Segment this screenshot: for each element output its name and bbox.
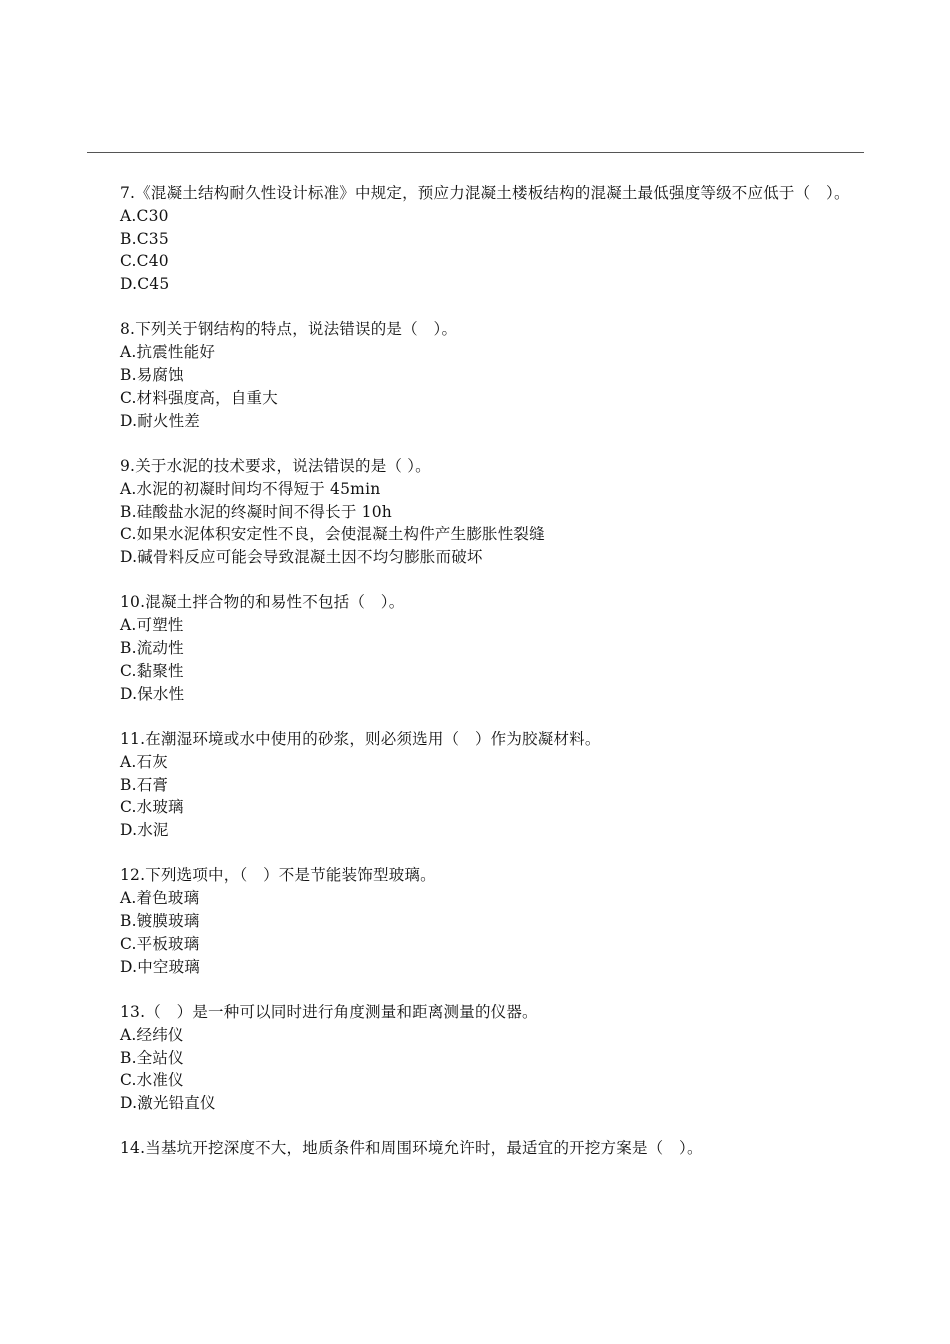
question-7	[87, 182, 864, 296]
option-list	[87, 341, 864, 432]
option-c: C.水准仪	[120, 1071, 184, 1090]
header-divider	[87, 152, 864, 153]
question-9	[87, 455, 864, 569]
option-a: A.抗震性能好	[120, 343, 216, 362]
option-d: D.C45	[120, 275, 170, 294]
option-d: D.中空玻璃	[120, 957, 201, 976]
question-12	[87, 864, 864, 978]
question-14	[87, 1137, 864, 1160]
option-list	[87, 751, 864, 842]
option-a: A.水泥的初凝时间均不得短于 45min	[120, 479, 381, 498]
option-a: A.经纬仪	[120, 1025, 184, 1044]
option-a: A.石灰	[120, 752, 168, 771]
question-11	[87, 728, 864, 842]
question-8	[87, 318, 864, 432]
option-b: B.石膏	[120, 775, 169, 794]
question-text: 9.关于水泥的技术要求，说法错误的是（ ）。	[120, 456, 431, 475]
option-b: B.全站仪	[120, 1048, 184, 1067]
option-d: D.水泥	[120, 821, 169, 840]
option-list	[87, 478, 864, 569]
option-a: A.可塑性	[120, 616, 184, 635]
question-text: 7.《混凝土结构耐久性设计标准》中规定，预应力混凝土楼板结构的混凝土最低强度等级不应低于（ ）。	[120, 184, 850, 202]
question-text: 14.当基坑开挖深度不大，地质条件和周围环境允许时，最适宜的开挖方案是（ ）。	[120, 1139, 703, 1158]
question-text: 12.下列选项中，（ ）不是节能装饰型玻璃。	[120, 866, 436, 885]
option-b: B.C35	[120, 229, 169, 248]
option-a: A.着色玻璃	[120, 889, 200, 908]
question-text: 11.在潮湿环境或水中使用的砂浆，则必须选用（ ）作为胶凝材料。	[120, 729, 601, 748]
option-b: B.易腐蚀	[120, 366, 184, 385]
question-text: 10.混凝土拌合物的和易性不包括（ ）。	[120, 593, 405, 612]
option-list	[87, 205, 864, 296]
question-text: 8.下列关于钢结构的特点，说法错误的是（ ）。	[120, 320, 458, 339]
option-list	[87, 887, 864, 978]
option-c: C.如果水泥体积安定性不良，会使混凝土构件产生膨胀性裂缝	[120, 525, 545, 544]
option-list	[87, 614, 864, 705]
option-c: C.C40	[120, 252, 169, 271]
option-c: C.黏聚性	[120, 661, 184, 680]
option-d: D.耐火性差	[120, 411, 201, 430]
option-list	[87, 1024, 864, 1115]
option-c: C.材料强度高，自重大	[120, 388, 278, 407]
option-c: C.平板玻璃	[120, 934, 200, 953]
option-c: C.水玻璃	[120, 798, 184, 817]
question-list	[87, 182, 864, 1183]
question-13	[87, 1001, 864, 1115]
option-d: D.保水性	[120, 684, 185, 703]
question-text: 13.（ ）是一种可以同时进行角度测量和距离测量的仪器。	[120, 1002, 538, 1021]
option-b: B.硅酸盐水泥的终凝时间不得长于 10h	[120, 502, 392, 521]
option-d: D.激光铅直仪	[120, 1094, 216, 1113]
option-a: A.C30	[120, 206, 169, 225]
option-b: B.镀膜玻璃	[120, 912, 200, 931]
option-d: D.碱骨料反应可能会导致混凝土因不均匀膨胀而破坏	[120, 548, 483, 567]
question-10	[87, 591, 864, 705]
option-b: B.流动性	[120, 639, 184, 658]
